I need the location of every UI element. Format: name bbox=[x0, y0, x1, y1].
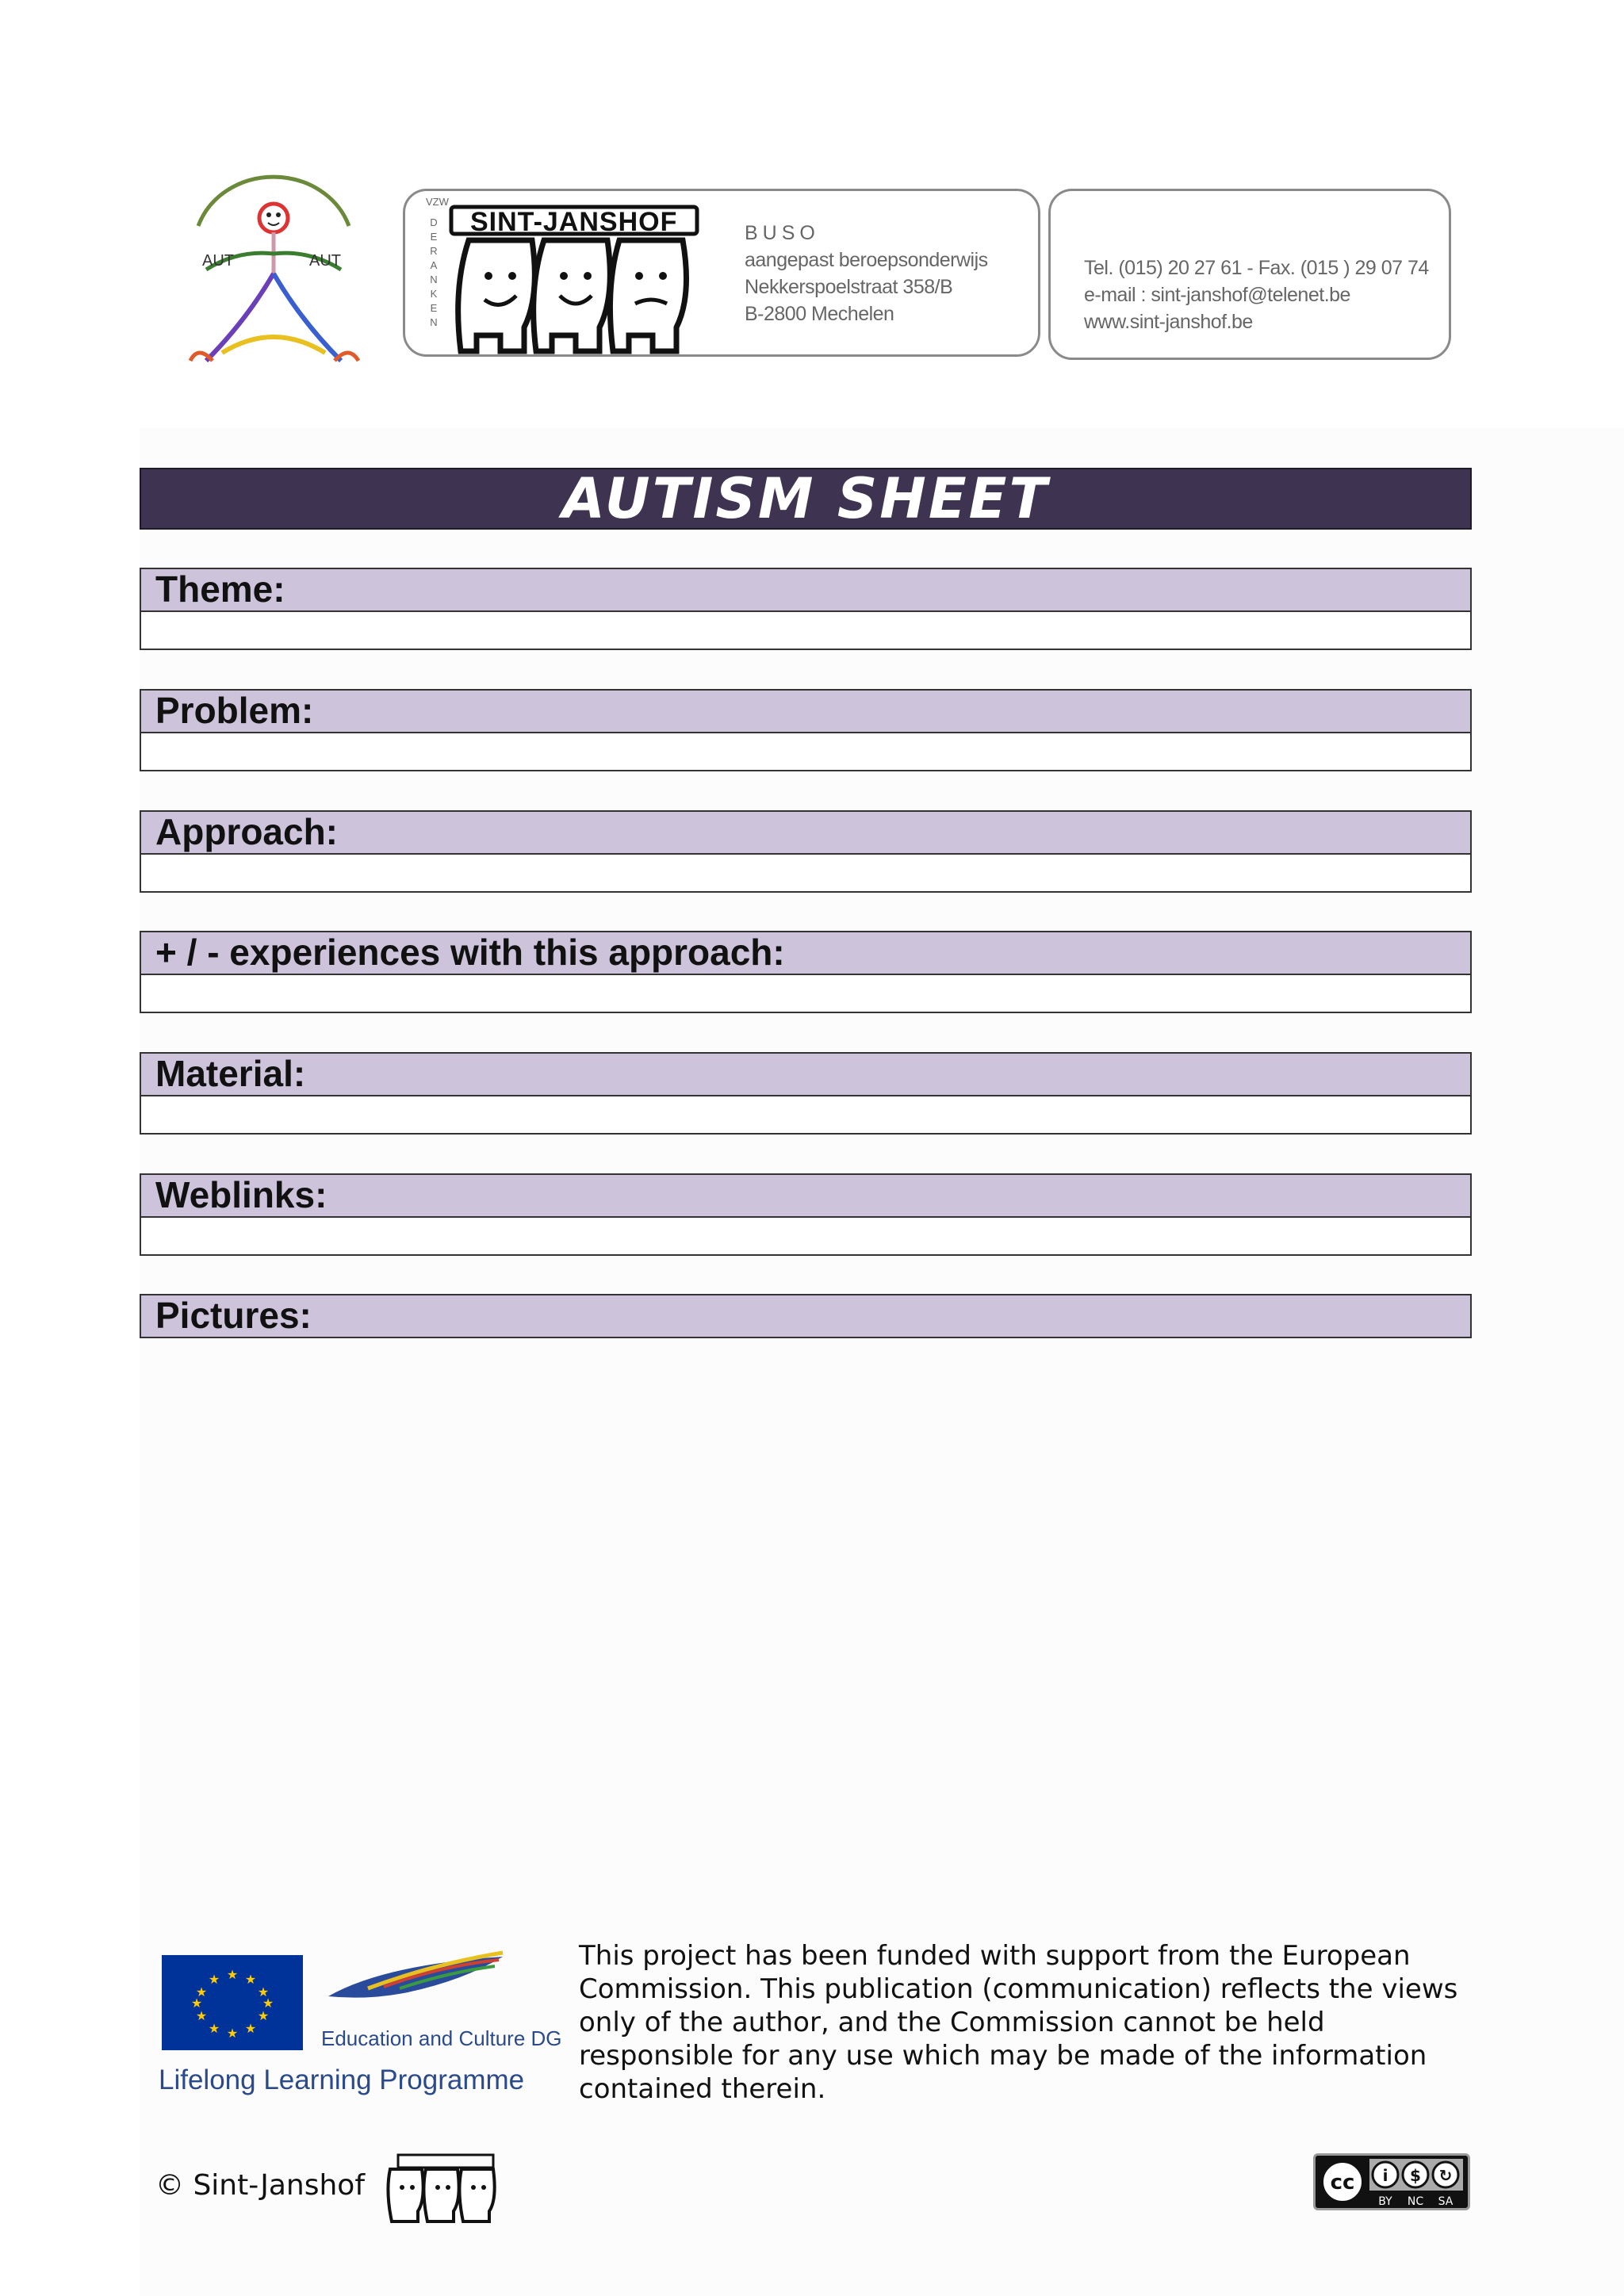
section-label: Pictures: bbox=[140, 1294, 1472, 1338]
section-field[interactable] bbox=[140, 1218, 1472, 1256]
svg-text:cc: cc bbox=[1330, 2171, 1355, 2195]
section-material bbox=[140, 1052, 1472, 1135]
svg-text:★: ★ bbox=[257, 1984, 270, 1999]
section-label: + / - experiences with this approach: bbox=[140, 931, 1472, 975]
vertical-name: DERANKEN bbox=[430, 216, 438, 328]
section-theme bbox=[140, 568, 1472, 650]
svg-text:★: ★ bbox=[226, 1967, 239, 1982]
section-weblinks bbox=[140, 1173, 1472, 1256]
section-field[interactable] bbox=[140, 1096, 1472, 1135]
svg-text:★: ★ bbox=[262, 1996, 274, 2011]
section-field[interactable] bbox=[140, 975, 1472, 1013]
license-nc: NC bbox=[1407, 2195, 1424, 2208]
address-line: BUSO bbox=[745, 222, 820, 244]
address-line: Nekkerspoelstraat 358/B bbox=[745, 276, 953, 298]
section-label: Problem: bbox=[140, 689, 1472, 733]
phone-fax: Tel. (015) 20 27 61 - Fax. (015 ) 29 07 74 bbox=[1084, 257, 1429, 279]
address-line: B-2800 Mechelen bbox=[745, 303, 894, 325]
email: e-mail : sint-janshof@telenet.be bbox=[1084, 284, 1350, 306]
svg-text:★: ★ bbox=[190, 1996, 203, 2011]
website: www.sint-janshof.be bbox=[1084, 311, 1253, 333]
svg-text:★: ★ bbox=[244, 2021, 257, 2036]
brand-name: SINT-JANSHOF bbox=[470, 207, 678, 237]
section-field[interactable] bbox=[140, 733, 1472, 771]
section-field[interactable] bbox=[140, 612, 1472, 650]
vzw-label bbox=[426, 196, 449, 330]
section-label: Theme: bbox=[140, 568, 1472, 612]
svg-text:★: ★ bbox=[208, 2021, 220, 2036]
svg-text:★: ★ bbox=[208, 1972, 220, 1987]
svg-text:★: ★ bbox=[244, 1972, 257, 1987]
section-pictures bbox=[140, 1294, 1472, 1338]
section-approach bbox=[140, 810, 1472, 893]
svg-text:↻: ↻ bbox=[1438, 2166, 1453, 2185]
title-bar bbox=[140, 468, 1472, 530]
copyright-notice: © Sint-Janshof bbox=[155, 2169, 365, 2202]
aut-right-text: AUT bbox=[309, 252, 341, 270]
school-address bbox=[745, 220, 988, 327]
school-letterhead bbox=[403, 189, 1040, 357]
svg-text:★: ★ bbox=[257, 2008, 270, 2023]
address-line: aangepast beroepsonderwijs bbox=[745, 249, 988, 271]
section-field[interactable] bbox=[140, 855, 1472, 893]
vzw-text: VZW bbox=[426, 196, 449, 208]
section-problem bbox=[140, 689, 1472, 771]
contact-info bbox=[1084, 254, 1429, 335]
education-culture-label: Education and Culture DG bbox=[321, 2026, 562, 2050]
contact-letterhead bbox=[1048, 189, 1451, 360]
license-by: BY bbox=[1378, 2195, 1392, 2208]
creative-commons-badge bbox=[1313, 2153, 1470, 2210]
license-sa: SA bbox=[1438, 2195, 1454, 2208]
svg-text:$: $ bbox=[1410, 2166, 1421, 2185]
svg-text:★: ★ bbox=[226, 2026, 239, 2041]
svg-text:★: ★ bbox=[195, 1984, 208, 1999]
svg-text:i: i bbox=[1382, 2166, 1388, 2185]
sint-janshof-small-logo bbox=[382, 2152, 500, 2225]
funding-disclaimer: This project has been funded with support from the European Commission. This publication (communication) reflects the views only of the author, and the Commission cannot be held responsible for any use which may be made of the information contained therein. bbox=[579, 1940, 1458, 2105]
section-label: Approach: bbox=[140, 810, 1472, 855]
education-culture-swoosh bbox=[320, 1949, 511, 2020]
page-title: AUTISM SHEET bbox=[561, 466, 1050, 531]
lifelong-learning-label: Lifelong Learning Programme bbox=[159, 2064, 525, 2095]
section-experiences bbox=[140, 931, 1472, 1013]
cc-by-nc-sa-icon bbox=[1316, 2156, 1468, 2208]
eu-flag-icon bbox=[162, 1955, 303, 2050]
section-label: Material: bbox=[140, 1052, 1472, 1096]
aut-aut-logo bbox=[174, 163, 373, 377]
aut-left-text: AUT bbox=[202, 252, 234, 270]
section-label: Weblinks: bbox=[140, 1173, 1472, 1218]
svg-text:★: ★ bbox=[195, 2008, 208, 2023]
